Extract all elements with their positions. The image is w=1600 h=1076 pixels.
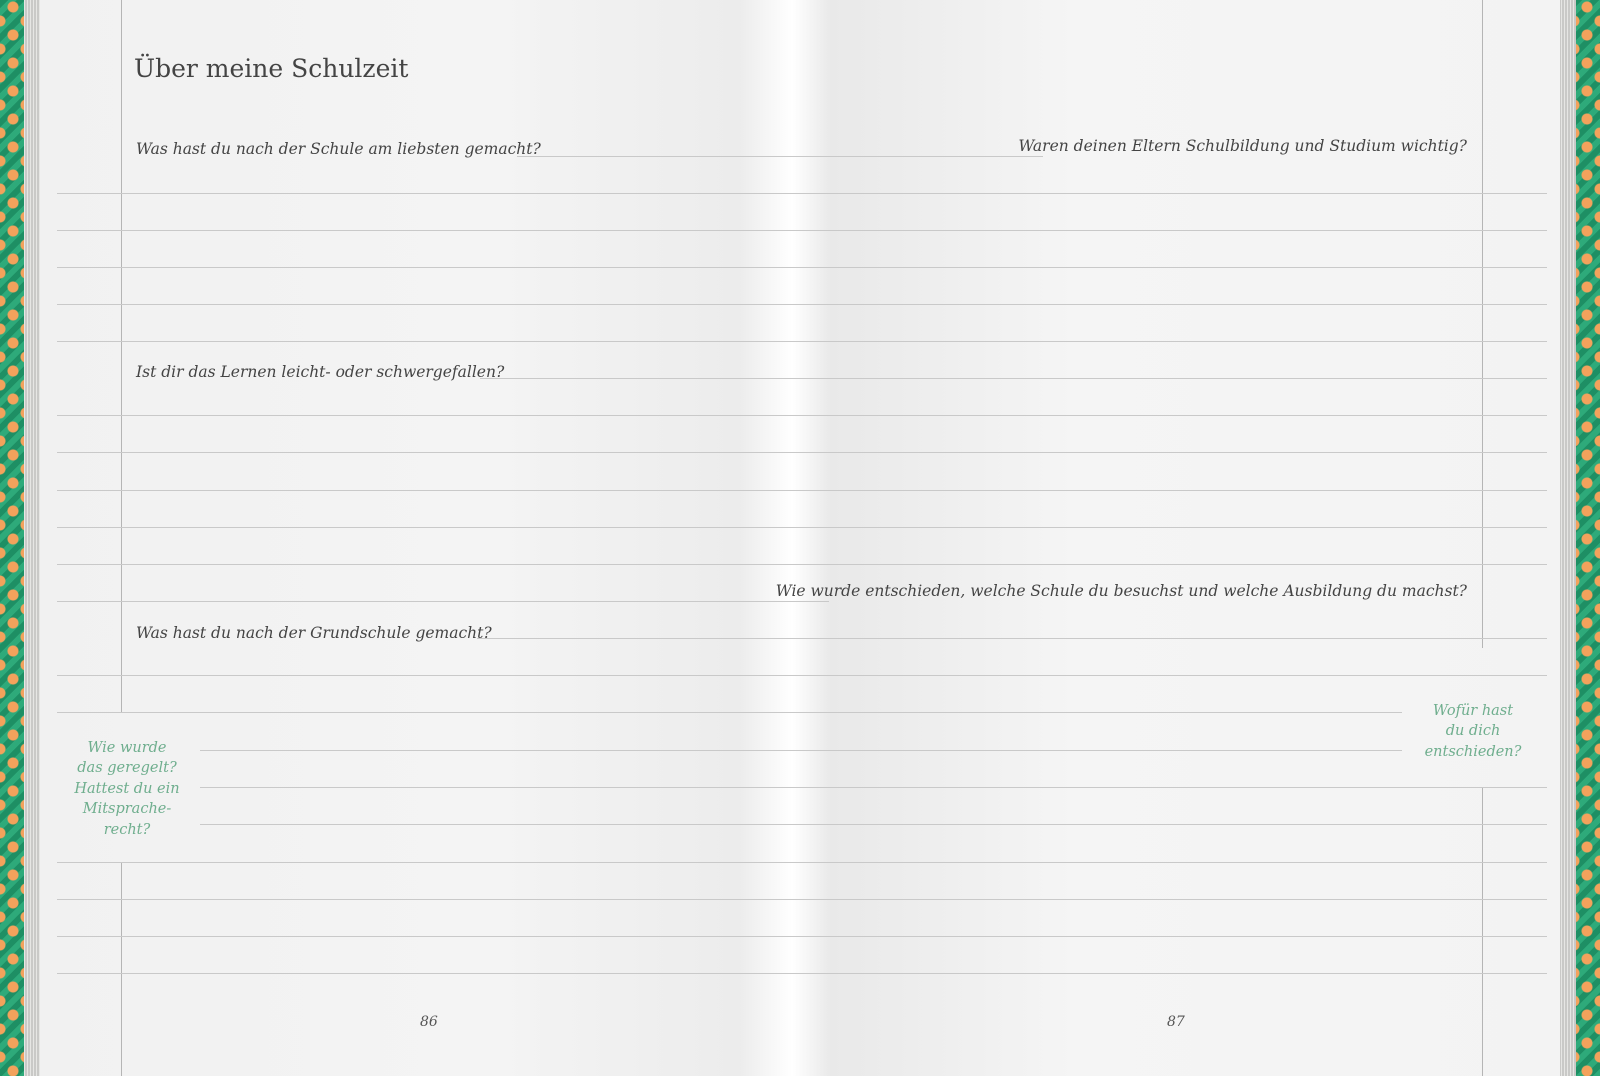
writing-line[interactable] xyxy=(200,787,1547,788)
answer-line[interactable] xyxy=(480,378,1547,379)
writing-line[interactable] xyxy=(57,267,1547,268)
page-edges-right xyxy=(1558,0,1576,1076)
side-note-line: entschieden? xyxy=(1424,743,1522,760)
left-margin-line xyxy=(121,0,122,713)
side-note-line: Wofür hast xyxy=(1432,703,1514,719)
answer-line[interactable] xyxy=(477,638,1547,639)
side-note-line: recht? xyxy=(103,821,151,838)
book-spread xyxy=(40,0,1560,1076)
side-note-right xyxy=(1408,701,1538,762)
writing-line[interactable] xyxy=(57,899,1547,900)
writing-line[interactable] xyxy=(57,415,1547,416)
writing-line[interactable] xyxy=(57,862,1547,863)
writing-line[interactable] xyxy=(57,527,1547,528)
right-margin-line xyxy=(1482,0,1483,648)
question-after-primary: Was hast du nach der Grundschule gemacht? xyxy=(136,624,492,642)
writing-line[interactable] xyxy=(57,341,1547,342)
side-note-line: Hattest du ein xyxy=(74,780,180,797)
writing-line[interactable] xyxy=(57,193,1547,194)
writing-line[interactable] xyxy=(57,452,1547,453)
right-margin-line-lower xyxy=(1482,788,1483,1076)
page-number-right: 87 xyxy=(1167,1014,1185,1030)
side-note-line: das geregelt? xyxy=(77,760,177,777)
writing-line[interactable] xyxy=(57,564,1547,565)
side-note-left xyxy=(62,738,192,840)
question-school-choice: Wie wurde entschieden, welche Schule du besuchst und welche Ausbildung du machst? xyxy=(775,582,1467,600)
writing-line[interactable] xyxy=(200,824,1547,825)
question-parents-education: Waren deinen Eltern Schulbildung und Studium wichtig? xyxy=(1018,137,1467,155)
book-cover-right xyxy=(1574,0,1600,1076)
writing-line[interactable] xyxy=(57,675,1547,676)
page-title: Über meine Schulzeit xyxy=(134,54,409,83)
writing-line[interactable] xyxy=(57,973,1547,974)
side-note-line: Wie wurde xyxy=(87,740,167,756)
book-cover-left xyxy=(0,0,26,1076)
writing-line[interactable] xyxy=(57,936,1547,937)
left-margin-line-lower xyxy=(121,863,122,1076)
question-after-school: Was hast du nach der Schule am liebsten gemacht? xyxy=(136,140,541,158)
side-note-line: du dich xyxy=(1445,723,1501,740)
page-number-left: 86 xyxy=(420,1014,438,1030)
writing-line[interactable] xyxy=(57,490,1547,491)
writing-line[interactable] xyxy=(57,304,1547,305)
answer-line[interactable] xyxy=(517,156,1043,157)
question-learning: Ist dir das Lernen leicht- oder schwergefallen? xyxy=(136,363,505,381)
side-note-line: Mitsprache- xyxy=(82,801,172,818)
writing-line[interactable] xyxy=(57,712,1402,713)
writing-line[interactable] xyxy=(200,750,1402,751)
writing-line[interactable] xyxy=(57,230,1547,231)
writing-line[interactable] xyxy=(57,601,829,602)
